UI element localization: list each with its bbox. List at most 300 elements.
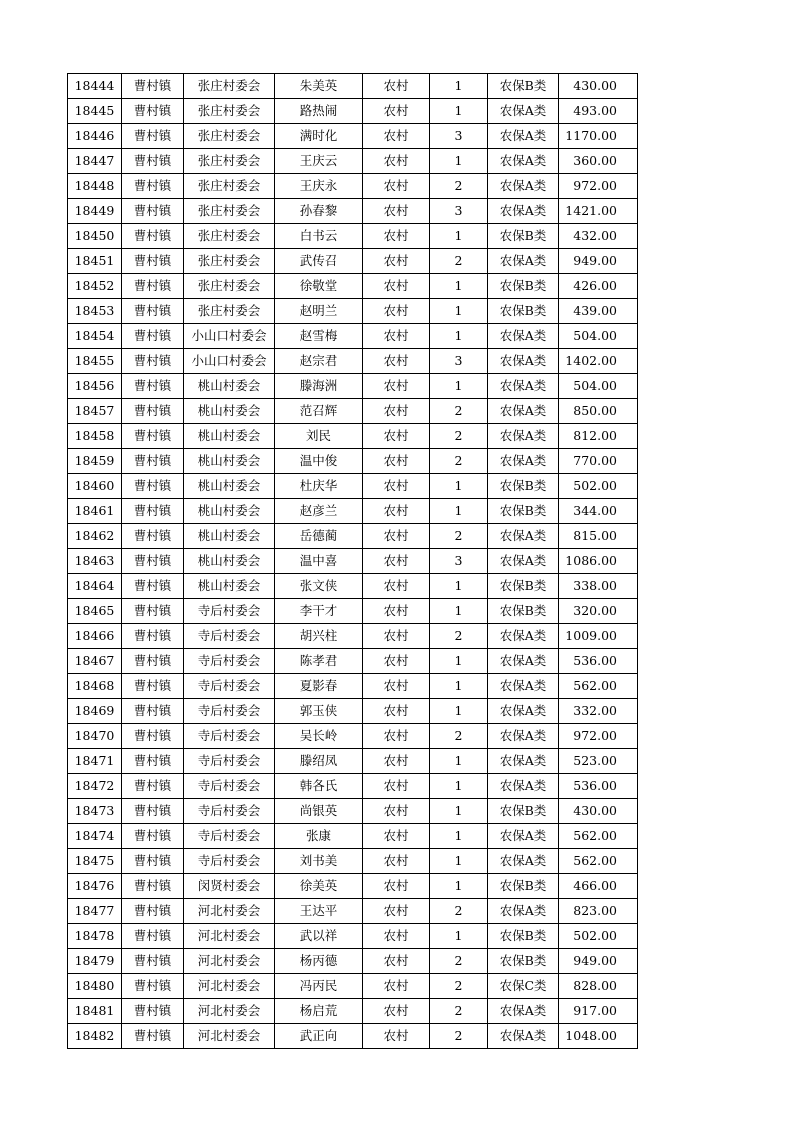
- cell-village: 张庄村委会: [184, 174, 275, 199]
- cell-name: 赵明兰: [275, 299, 363, 324]
- cell-town: 曹村镇: [122, 774, 184, 799]
- cell-category: 农保A类: [488, 649, 559, 674]
- cell-name: 徐美英: [275, 874, 363, 899]
- cell-village: 寺后村委会: [184, 699, 275, 724]
- cell-village: 寺后村委会: [184, 799, 275, 824]
- table-row: [68, 74, 638, 99]
- cell-town: 曹村镇: [122, 1024, 184, 1049]
- table-row: [68, 399, 638, 424]
- cell-person-count: 1: [430, 799, 488, 824]
- cell-village: 寺后村委会: [184, 724, 275, 749]
- cell-town: 曹村镇: [122, 599, 184, 624]
- cell-town: 曹村镇: [122, 999, 184, 1024]
- cell-name: 刘民: [275, 424, 363, 449]
- cell-amount: 917.00: [559, 999, 638, 1024]
- cell-village: 张庄村委会: [184, 124, 275, 149]
- cell-village: 寺后村委会: [184, 824, 275, 849]
- cell-person-count: 3: [430, 199, 488, 224]
- cell-household-type: 农村: [363, 124, 430, 149]
- cell-village: 河北村委会: [184, 999, 275, 1024]
- cell-id: 18455: [68, 349, 122, 374]
- cell-household-type: 农村: [363, 149, 430, 174]
- cell-category: 农保A类: [488, 1024, 559, 1049]
- cell-name: 王庆永: [275, 174, 363, 199]
- cell-category: 农保A类: [488, 424, 559, 449]
- cell-village: 小山口村委会: [184, 324, 275, 349]
- cell-id: 18454: [68, 324, 122, 349]
- cell-household-type: 农村: [363, 1024, 430, 1049]
- cell-category: 农保A类: [488, 899, 559, 924]
- cell-household-type: 农村: [363, 849, 430, 874]
- cell-name: 杨丙德: [275, 949, 363, 974]
- cell-town: 曹村镇: [122, 574, 184, 599]
- cell-household-type: 农村: [363, 924, 430, 949]
- cell-name: 赵雪梅: [275, 324, 363, 349]
- cell-category: 农保B类: [488, 874, 559, 899]
- table-row: [68, 499, 638, 524]
- cell-category: 农保A类: [488, 399, 559, 424]
- cell-amount: 320.00: [559, 599, 638, 624]
- cell-amount: 439.00: [559, 299, 638, 324]
- cell-name: 武正向: [275, 1024, 363, 1049]
- cell-town: 曹村镇: [122, 474, 184, 499]
- cell-person-count: 1: [430, 224, 488, 249]
- cell-id: 18466: [68, 624, 122, 649]
- cell-household-type: 农村: [363, 224, 430, 249]
- cell-town: 曹村镇: [122, 274, 184, 299]
- cell-id: 18452: [68, 274, 122, 299]
- cell-household-type: 农村: [363, 199, 430, 224]
- cell-category: 农保B类: [488, 224, 559, 249]
- cell-household-type: 农村: [363, 999, 430, 1024]
- cell-amount: 815.00: [559, 524, 638, 549]
- cell-category: 农保A类: [488, 199, 559, 224]
- table-row: [68, 424, 638, 449]
- cell-village: 寺后村委会: [184, 624, 275, 649]
- cell-amount: 430.00: [559, 799, 638, 824]
- cell-id: 18474: [68, 824, 122, 849]
- cell-name: 徐敬堂: [275, 274, 363, 299]
- cell-amount: 1009.00: [559, 624, 638, 649]
- cell-id: 18482: [68, 1024, 122, 1049]
- cell-id: 18458: [68, 424, 122, 449]
- cell-person-count: 2: [430, 524, 488, 549]
- cell-amount: 523.00: [559, 749, 638, 774]
- cell-category: 农保C类: [488, 974, 559, 999]
- cell-village: 张庄村委会: [184, 224, 275, 249]
- cell-name: 滕海洲: [275, 374, 363, 399]
- table-row: [68, 749, 638, 774]
- cell-amount: 562.00: [559, 674, 638, 699]
- cell-id: 18473: [68, 799, 122, 824]
- cell-household-type: 农村: [363, 624, 430, 649]
- table-row: [68, 599, 638, 624]
- table-row: [68, 474, 638, 499]
- cell-household-type: 农村: [363, 549, 430, 574]
- cell-id: 18470: [68, 724, 122, 749]
- cell-town: 曹村镇: [122, 199, 184, 224]
- cell-village: 桃山村委会: [184, 424, 275, 449]
- cell-person-count: 1: [430, 924, 488, 949]
- table-row: [68, 774, 638, 799]
- cell-amount: 332.00: [559, 699, 638, 724]
- cell-person-count: 1: [430, 324, 488, 349]
- cell-category: 农保A类: [488, 824, 559, 849]
- cell-id: 18481: [68, 999, 122, 1024]
- cell-category: 农保A类: [488, 999, 559, 1024]
- cell-person-count: 2: [430, 974, 488, 999]
- cell-town: 曹村镇: [122, 674, 184, 699]
- cell-id: 18464: [68, 574, 122, 599]
- cell-town: 曹村镇: [122, 624, 184, 649]
- cell-category: 农保B类: [488, 474, 559, 499]
- cell-village: 寺后村委会: [184, 649, 275, 674]
- cell-id: 18462: [68, 524, 122, 549]
- table-row: [68, 324, 638, 349]
- cell-household-type: 农村: [363, 299, 430, 324]
- cell-id: 18465: [68, 599, 122, 624]
- cell-town: 曹村镇: [122, 299, 184, 324]
- cell-amount: 504.00: [559, 324, 638, 349]
- cell-person-count: 1: [430, 674, 488, 699]
- cell-household-type: 农村: [363, 824, 430, 849]
- cell-village: 寺后村委会: [184, 774, 275, 799]
- cell-name: 郭玉侠: [275, 699, 363, 724]
- cell-id: 18448: [68, 174, 122, 199]
- cell-village: 寺后村委会: [184, 599, 275, 624]
- table-row: [68, 724, 638, 749]
- cell-town: 曹村镇: [122, 449, 184, 474]
- cell-category: 农保A类: [488, 449, 559, 474]
- cell-amount: 1421.00: [559, 199, 638, 224]
- cell-household-type: 农村: [363, 574, 430, 599]
- cell-village: 张庄村委会: [184, 249, 275, 274]
- cell-category: 农保A类: [488, 99, 559, 124]
- cell-person-count: 2: [430, 1024, 488, 1049]
- cell-person-count: 1: [430, 499, 488, 524]
- cell-household-type: 农村: [363, 374, 430, 399]
- table-row: [68, 849, 638, 874]
- cell-amount: 562.00: [559, 849, 638, 874]
- cell-id: 18469: [68, 699, 122, 724]
- cell-village: 张庄村委会: [184, 99, 275, 124]
- cell-amount: 1170.00: [559, 124, 638, 149]
- cell-household-type: 农村: [363, 699, 430, 724]
- cell-village: 桃山村委会: [184, 499, 275, 524]
- cell-id: 18472: [68, 774, 122, 799]
- cell-category: 农保A类: [488, 349, 559, 374]
- cell-amount: 562.00: [559, 824, 638, 849]
- cell-id: 18447: [68, 149, 122, 174]
- cell-village: 小山口村委会: [184, 349, 275, 374]
- cell-id: 18475: [68, 849, 122, 874]
- cell-village: 桃山村委会: [184, 574, 275, 599]
- cell-town: 曹村镇: [122, 349, 184, 374]
- table-row: [68, 899, 638, 924]
- cell-category: 农保A类: [488, 174, 559, 199]
- cell-village: 河北村委会: [184, 974, 275, 999]
- cell-category: 农保A类: [488, 149, 559, 174]
- cell-person-count: 2: [430, 949, 488, 974]
- cell-id: 18477: [68, 899, 122, 924]
- table-row: [68, 974, 638, 999]
- cell-village: 寺后村委会: [184, 749, 275, 774]
- table-row: [68, 449, 638, 474]
- cell-town: 曹村镇: [122, 399, 184, 424]
- table-row: [68, 874, 638, 899]
- cell-household-type: 农村: [363, 674, 430, 699]
- cell-amount: 770.00: [559, 449, 638, 474]
- table-row: [68, 149, 638, 174]
- cell-household-type: 农村: [363, 524, 430, 549]
- cell-person-count: 1: [430, 849, 488, 874]
- cell-name: 岳德蔺: [275, 524, 363, 549]
- cell-id: 18446: [68, 124, 122, 149]
- cell-household-type: 农村: [363, 949, 430, 974]
- cell-id: 18468: [68, 674, 122, 699]
- cell-name: 张文侠: [275, 574, 363, 599]
- cell-category: 农保A类: [488, 374, 559, 399]
- cell-household-type: 农村: [363, 399, 430, 424]
- cell-town: 曹村镇: [122, 899, 184, 924]
- cell-town: 曹村镇: [122, 849, 184, 874]
- cell-village: 寺后村委会: [184, 674, 275, 699]
- cell-village: 桃山村委会: [184, 374, 275, 399]
- cell-name: 白书云: [275, 224, 363, 249]
- cell-town: 曹村镇: [122, 649, 184, 674]
- cell-amount: 466.00: [559, 874, 638, 899]
- cell-person-count: 1: [430, 824, 488, 849]
- table-row: [68, 699, 638, 724]
- cell-village: 桃山村委会: [184, 399, 275, 424]
- cell-name: 孙春黎: [275, 199, 363, 224]
- cell-name: 吴长岭: [275, 724, 363, 749]
- cell-household-type: 农村: [363, 74, 430, 99]
- cell-household-type: 农村: [363, 649, 430, 674]
- cell-household-type: 农村: [363, 449, 430, 474]
- cell-name: 李干才: [275, 599, 363, 624]
- cell-town: 曹村镇: [122, 724, 184, 749]
- cell-name: 王达平: [275, 899, 363, 924]
- cell-name: 韩各氏: [275, 774, 363, 799]
- cell-amount: 504.00: [559, 374, 638, 399]
- cell-village: 张庄村委会: [184, 274, 275, 299]
- cell-household-type: 农村: [363, 324, 430, 349]
- cell-amount: 1086.00: [559, 549, 638, 574]
- cell-id: 18453: [68, 299, 122, 324]
- cell-amount: 502.00: [559, 924, 638, 949]
- cell-town: 曹村镇: [122, 799, 184, 824]
- cell-household-type: 农村: [363, 724, 430, 749]
- cell-name: 温中喜: [275, 549, 363, 574]
- cell-village: 河北村委会: [184, 924, 275, 949]
- cell-village: 闵贤村委会: [184, 874, 275, 899]
- cell-category: 农保A类: [488, 249, 559, 274]
- cell-amount: 493.00: [559, 99, 638, 124]
- cell-amount: 972.00: [559, 174, 638, 199]
- cell-name: 王庆云: [275, 149, 363, 174]
- cell-category: 农保A类: [488, 324, 559, 349]
- cell-town: 曹村镇: [122, 99, 184, 124]
- cell-category: 农保A类: [488, 774, 559, 799]
- cell-person-count: 2: [430, 624, 488, 649]
- cell-town: 曹村镇: [122, 824, 184, 849]
- cell-town: 曹村镇: [122, 224, 184, 249]
- table-row: [68, 799, 638, 824]
- table-row: [68, 999, 638, 1024]
- cell-id: 18476: [68, 874, 122, 899]
- cell-id: 18478: [68, 924, 122, 949]
- cell-name: 赵宗君: [275, 349, 363, 374]
- cell-person-count: 1: [430, 874, 488, 899]
- cell-person-count: 1: [430, 774, 488, 799]
- cell-person-count: 1: [430, 599, 488, 624]
- cell-town: 曹村镇: [122, 74, 184, 99]
- cell-name: 尚银英: [275, 799, 363, 824]
- cell-id: 18444: [68, 74, 122, 99]
- cell-amount: 338.00: [559, 574, 638, 599]
- cell-town: 曹村镇: [122, 524, 184, 549]
- cell-person-count: 2: [430, 249, 488, 274]
- cell-amount: 360.00: [559, 149, 638, 174]
- table-row: [68, 249, 638, 274]
- cell-category: 农保B类: [488, 924, 559, 949]
- table-row: [68, 624, 638, 649]
- cell-name: 滕绍凤: [275, 749, 363, 774]
- cell-category: 农保A类: [488, 699, 559, 724]
- cell-household-type: 农村: [363, 974, 430, 999]
- cell-person-count: 1: [430, 149, 488, 174]
- cell-person-count: 1: [430, 74, 488, 99]
- cell-household-type: 农村: [363, 249, 430, 274]
- cell-name: 武以祥: [275, 924, 363, 949]
- cell-person-count: 1: [430, 99, 488, 124]
- cell-person-count: 1: [430, 374, 488, 399]
- cell-person-count: 1: [430, 699, 488, 724]
- table-row: [68, 274, 638, 299]
- cell-amount: 536.00: [559, 649, 638, 674]
- cell-id: 18461: [68, 499, 122, 524]
- cell-amount: 812.00: [559, 424, 638, 449]
- cell-amount: 430.00: [559, 74, 638, 99]
- cell-village: 河北村委会: [184, 949, 275, 974]
- cell-category: 农保A类: [488, 624, 559, 649]
- cell-household-type: 农村: [363, 174, 430, 199]
- cell-village: 张庄村委会: [184, 199, 275, 224]
- cell-village: 张庄村委会: [184, 74, 275, 99]
- table-row: [68, 649, 638, 674]
- table-body: [68, 74, 638, 1049]
- cell-name: 陈孝君: [275, 649, 363, 674]
- cell-person-count: 1: [430, 749, 488, 774]
- cell-id: 18460: [68, 474, 122, 499]
- cell-category: 农保B类: [488, 299, 559, 324]
- cell-name: 胡兴柱: [275, 624, 363, 649]
- cell-amount: 949.00: [559, 249, 638, 274]
- table-row: [68, 374, 638, 399]
- cell-name: 满时化: [275, 124, 363, 149]
- table-row: [68, 949, 638, 974]
- cell-amount: 536.00: [559, 774, 638, 799]
- cell-category: 农保A类: [488, 849, 559, 874]
- table-row: [68, 124, 638, 149]
- cell-town: 曹村镇: [122, 749, 184, 774]
- table-row: [68, 574, 638, 599]
- cell-amount: 823.00: [559, 899, 638, 924]
- cell-town: 曹村镇: [122, 874, 184, 899]
- cell-id: 18449: [68, 199, 122, 224]
- cell-household-type: 农村: [363, 474, 430, 499]
- cell-category: 农保A类: [488, 124, 559, 149]
- table-row: [68, 224, 638, 249]
- cell-village: 桃山村委会: [184, 474, 275, 499]
- cell-id: 18459: [68, 449, 122, 474]
- cell-category: 农保A类: [488, 674, 559, 699]
- cell-village: 寺后村委会: [184, 849, 275, 874]
- cell-amount: 949.00: [559, 949, 638, 974]
- cell-town: 曹村镇: [122, 124, 184, 149]
- table-row: [68, 549, 638, 574]
- cell-category: 农保A类: [488, 749, 559, 774]
- cell-category: 农保B类: [488, 574, 559, 599]
- cell-amount: 972.00: [559, 724, 638, 749]
- cell-town: 曹村镇: [122, 974, 184, 999]
- cell-category: 农保A类: [488, 549, 559, 574]
- cell-name: 朱美英: [275, 74, 363, 99]
- cell-name: 温中俊: [275, 449, 363, 474]
- cell-name: 张康: [275, 824, 363, 849]
- cell-village: 桃山村委会: [184, 549, 275, 574]
- cell-name: 路热闹: [275, 99, 363, 124]
- cell-id: 18445: [68, 99, 122, 124]
- cell-household-type: 农村: [363, 599, 430, 624]
- cell-person-count: 2: [430, 999, 488, 1024]
- cell-id: 18479: [68, 949, 122, 974]
- cell-name: 范召辉: [275, 399, 363, 424]
- cell-town: 曹村镇: [122, 324, 184, 349]
- cell-id: 18457: [68, 399, 122, 424]
- cell-town: 曹村镇: [122, 149, 184, 174]
- welfare-table: [67, 73, 638, 1049]
- cell-town: 曹村镇: [122, 924, 184, 949]
- cell-name: 冯丙民: [275, 974, 363, 999]
- cell-name: 刘书美: [275, 849, 363, 874]
- cell-person-count: 1: [430, 474, 488, 499]
- cell-person-count: 2: [430, 899, 488, 924]
- cell-household-type: 农村: [363, 424, 430, 449]
- cell-town: 曹村镇: [122, 499, 184, 524]
- cell-household-type: 农村: [363, 874, 430, 899]
- cell-person-count: 1: [430, 274, 488, 299]
- cell-household-type: 农村: [363, 274, 430, 299]
- cell-category: 农保B类: [488, 949, 559, 974]
- table-row: [68, 824, 638, 849]
- cell-name: 杜庆华: [275, 474, 363, 499]
- cell-village: 河北村委会: [184, 1024, 275, 1049]
- cell-town: 曹村镇: [122, 699, 184, 724]
- cell-village: 桃山村委会: [184, 449, 275, 474]
- cell-person-count: 2: [430, 424, 488, 449]
- cell-village: 张庄村委会: [184, 299, 275, 324]
- cell-household-type: 农村: [363, 499, 430, 524]
- cell-id: 18480: [68, 974, 122, 999]
- cell-name: 杨启荒: [275, 999, 363, 1024]
- cell-category: 农保B类: [488, 599, 559, 624]
- cell-village: 桃山村委会: [184, 524, 275, 549]
- cell-village: 河北村委会: [184, 899, 275, 924]
- cell-village: 张庄村委会: [184, 149, 275, 174]
- cell-town: 曹村镇: [122, 549, 184, 574]
